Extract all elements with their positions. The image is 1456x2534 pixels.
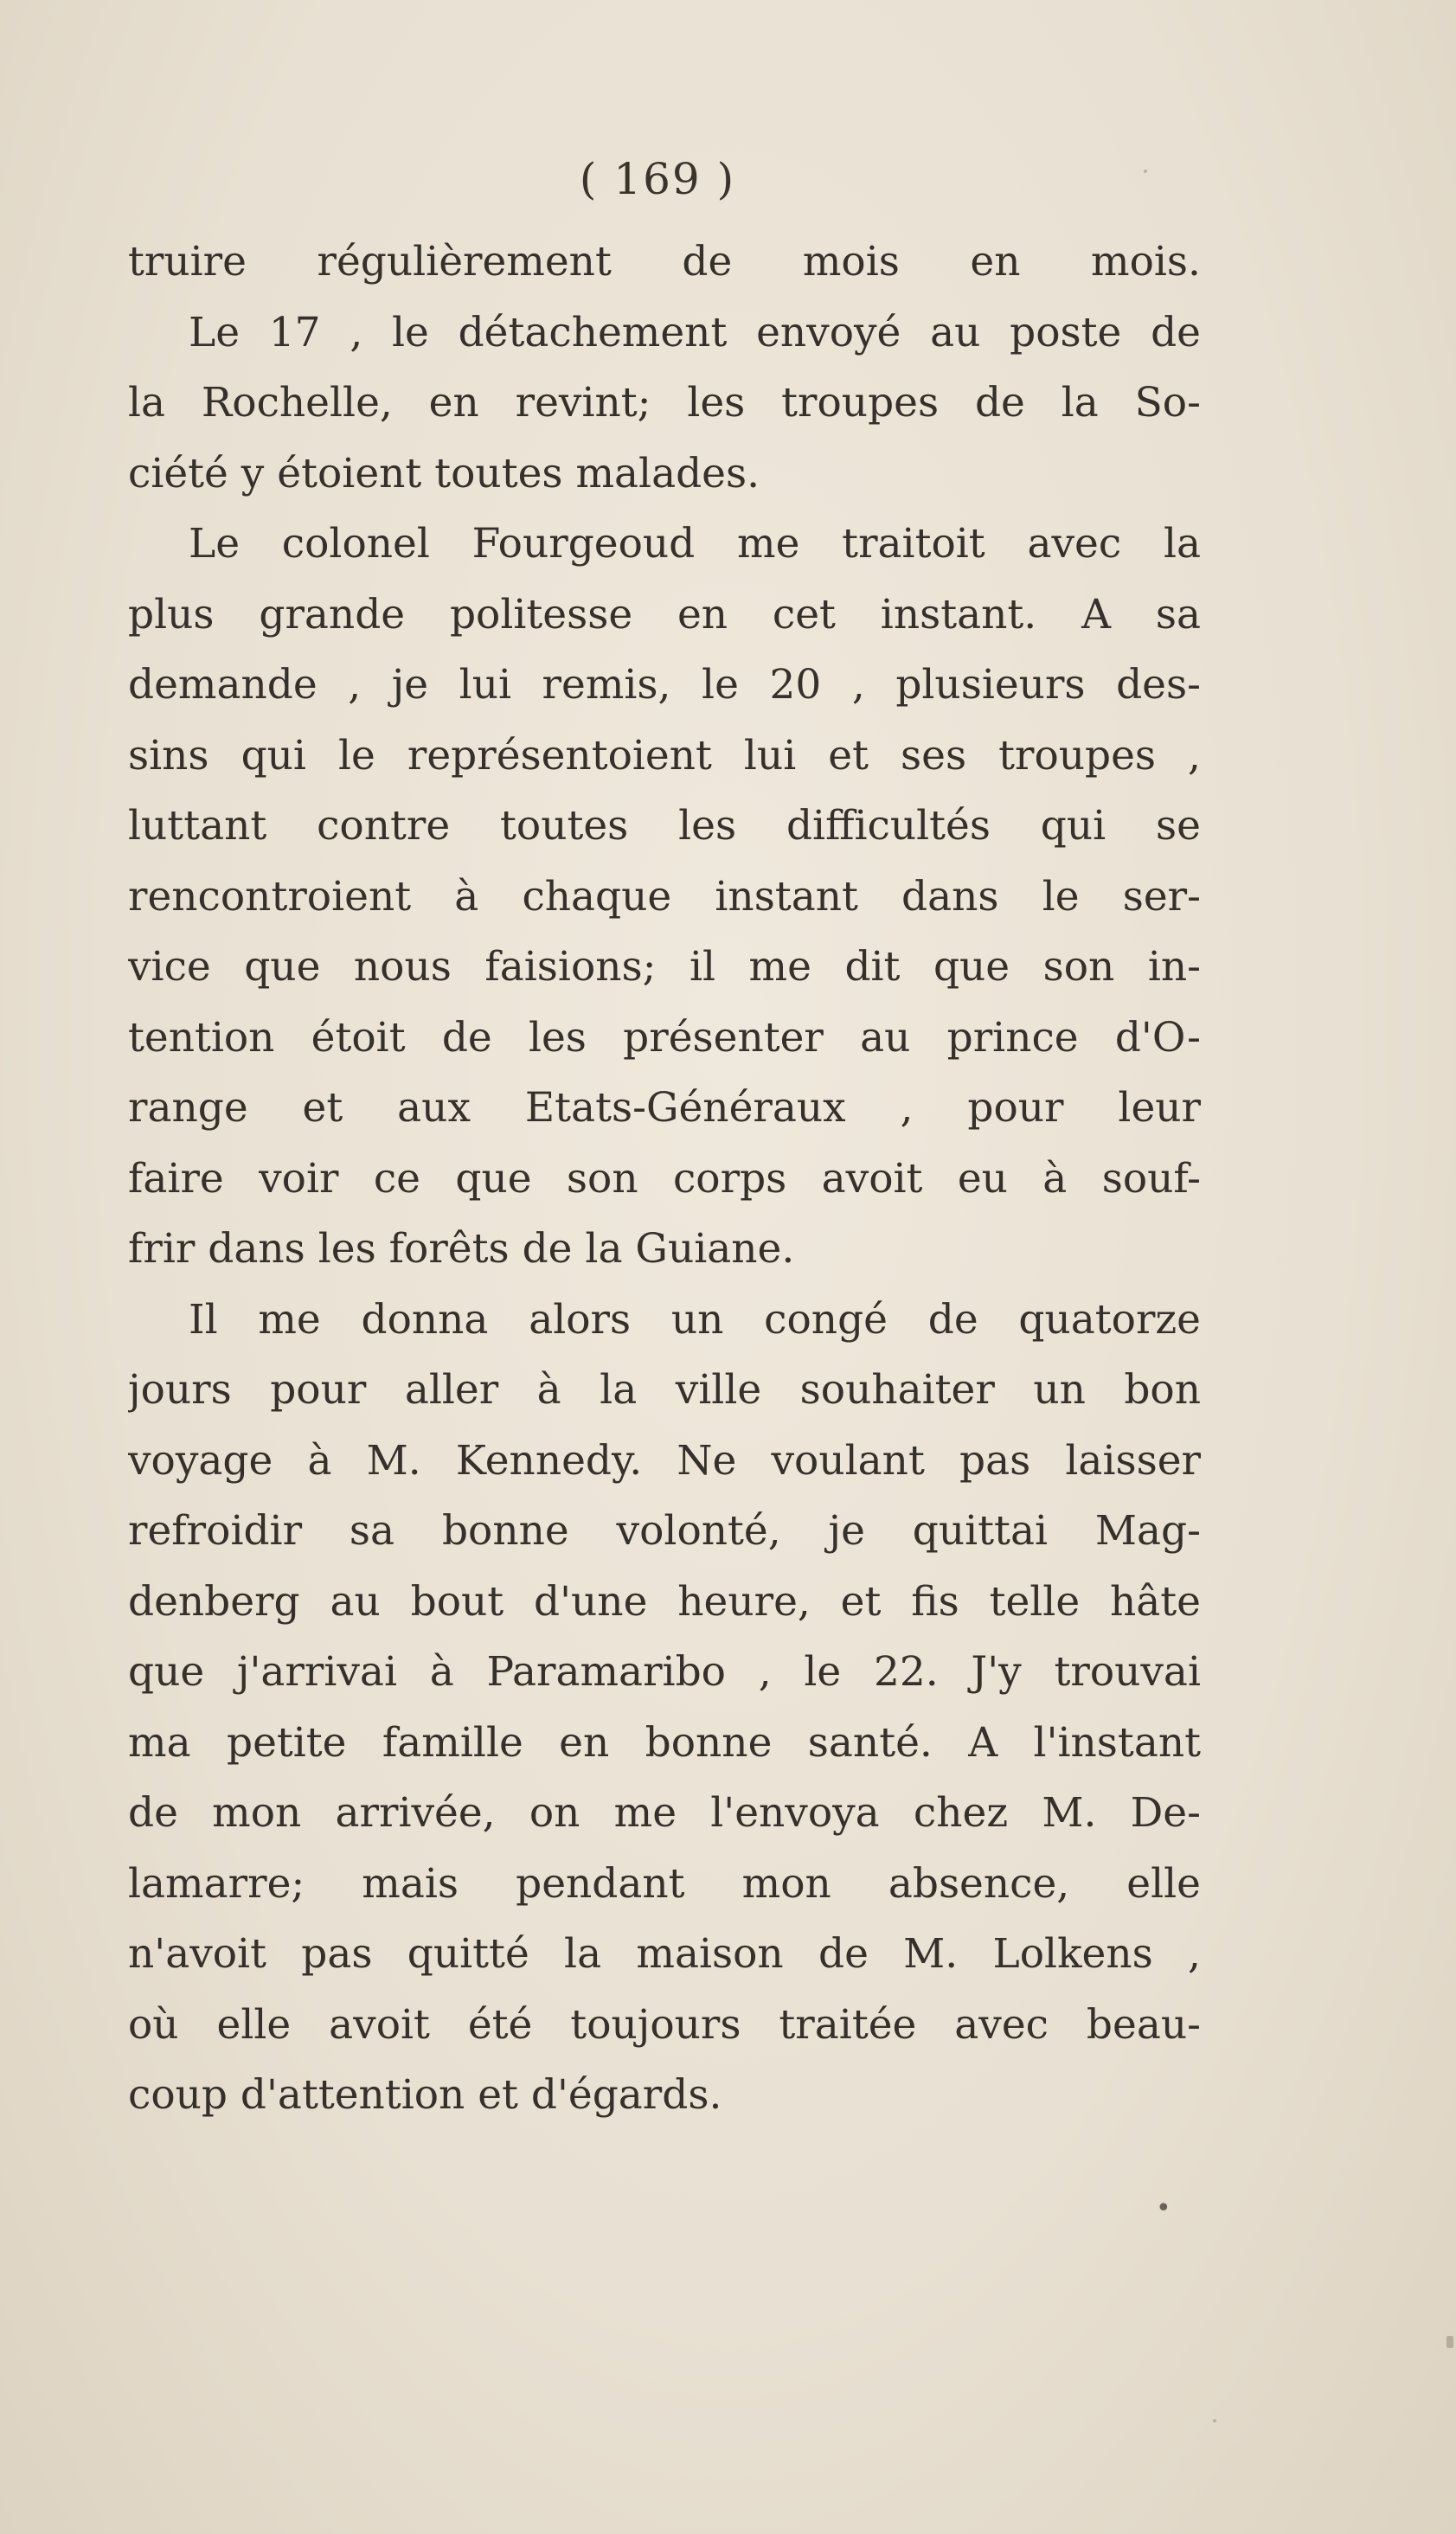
ornament-dot: • [1156,2193,1171,2223]
text-line: ciété y étoient toutes malades. [128,449,760,497]
text-line: jours pour aller à la ville souhaiter un bon [128,1366,1201,1414]
paper-speck [1213,2419,1216,2422]
text-line: plus grande politesse en cet instant. A sa [128,590,1201,638]
page-number: ( 169 ) [579,154,736,204]
text-line: luttant contre toutes les difficultés qui se [128,802,1201,850]
text-line: truire régulièrement de mois en mois. [128,238,1201,285]
paper-speck [1144,170,1147,173]
text-line: denberg au bout d'une heure, et fis telle hâte [128,1577,1201,1626]
text-line: rencontroient à chaque instant dans le ser- [128,872,1201,921]
paper-speck [1446,2336,1453,2348]
text-line: range et aux Etats-Généraux , pour leur [128,1084,1201,1132]
text-line: lamarre; mais pendant mon absence, elle [128,1859,1201,1908]
text-line: Il me donna alors un congé de quatorze [189,1295,1201,1344]
text-line: de mon arrivée, on me l'envoya chez M. De- [128,1789,1201,1837]
text-line: ma petite famille en bonne santé. A l'instant [128,1718,1201,1767]
body-text [128,227,1201,2131]
text-line: frir dans les forêts de la Guiane. [128,1225,795,1273]
text-line: la Rochelle, en revint; les troupes de la So- [128,379,1201,427]
text-line: sins qui le représentoient lui et ses troupes , [128,731,1201,779]
text-line: tention étoit de les présenter au prince d'O- [128,1013,1201,1062]
text-line: demande , je lui remis, le 20 , plusieurs des- [128,661,1201,709]
text-line: Le 17 , le détachement envoyé au poste de [189,308,1201,356]
text-line: Le colonel Fourgeoud me traitoit avec la [189,520,1201,568]
text-line: où elle avoit été toujours traitée avec beau- [128,2000,1201,2049]
text-line: coup d'attention et d'égards. [128,2071,722,2119]
text-line: voyage à M. Kennedy. Ne voulant pas laisser [128,1436,1201,1485]
text-line: refroidir sa bonne volonté, je quittai Mag- [128,1507,1201,1555]
text-line: que j'arrivai à Paramaribo , le 22. J'y trouvai [128,1648,1201,1696]
text-line: faire voir ce que son corps avoit eu à souf- [128,1154,1201,1203]
text-line: n'avoit pas quitté la maison de M. Lolkens , [128,1930,1201,1978]
text-line: vice que nous faisions; il me dit que son in- [128,943,1201,991]
